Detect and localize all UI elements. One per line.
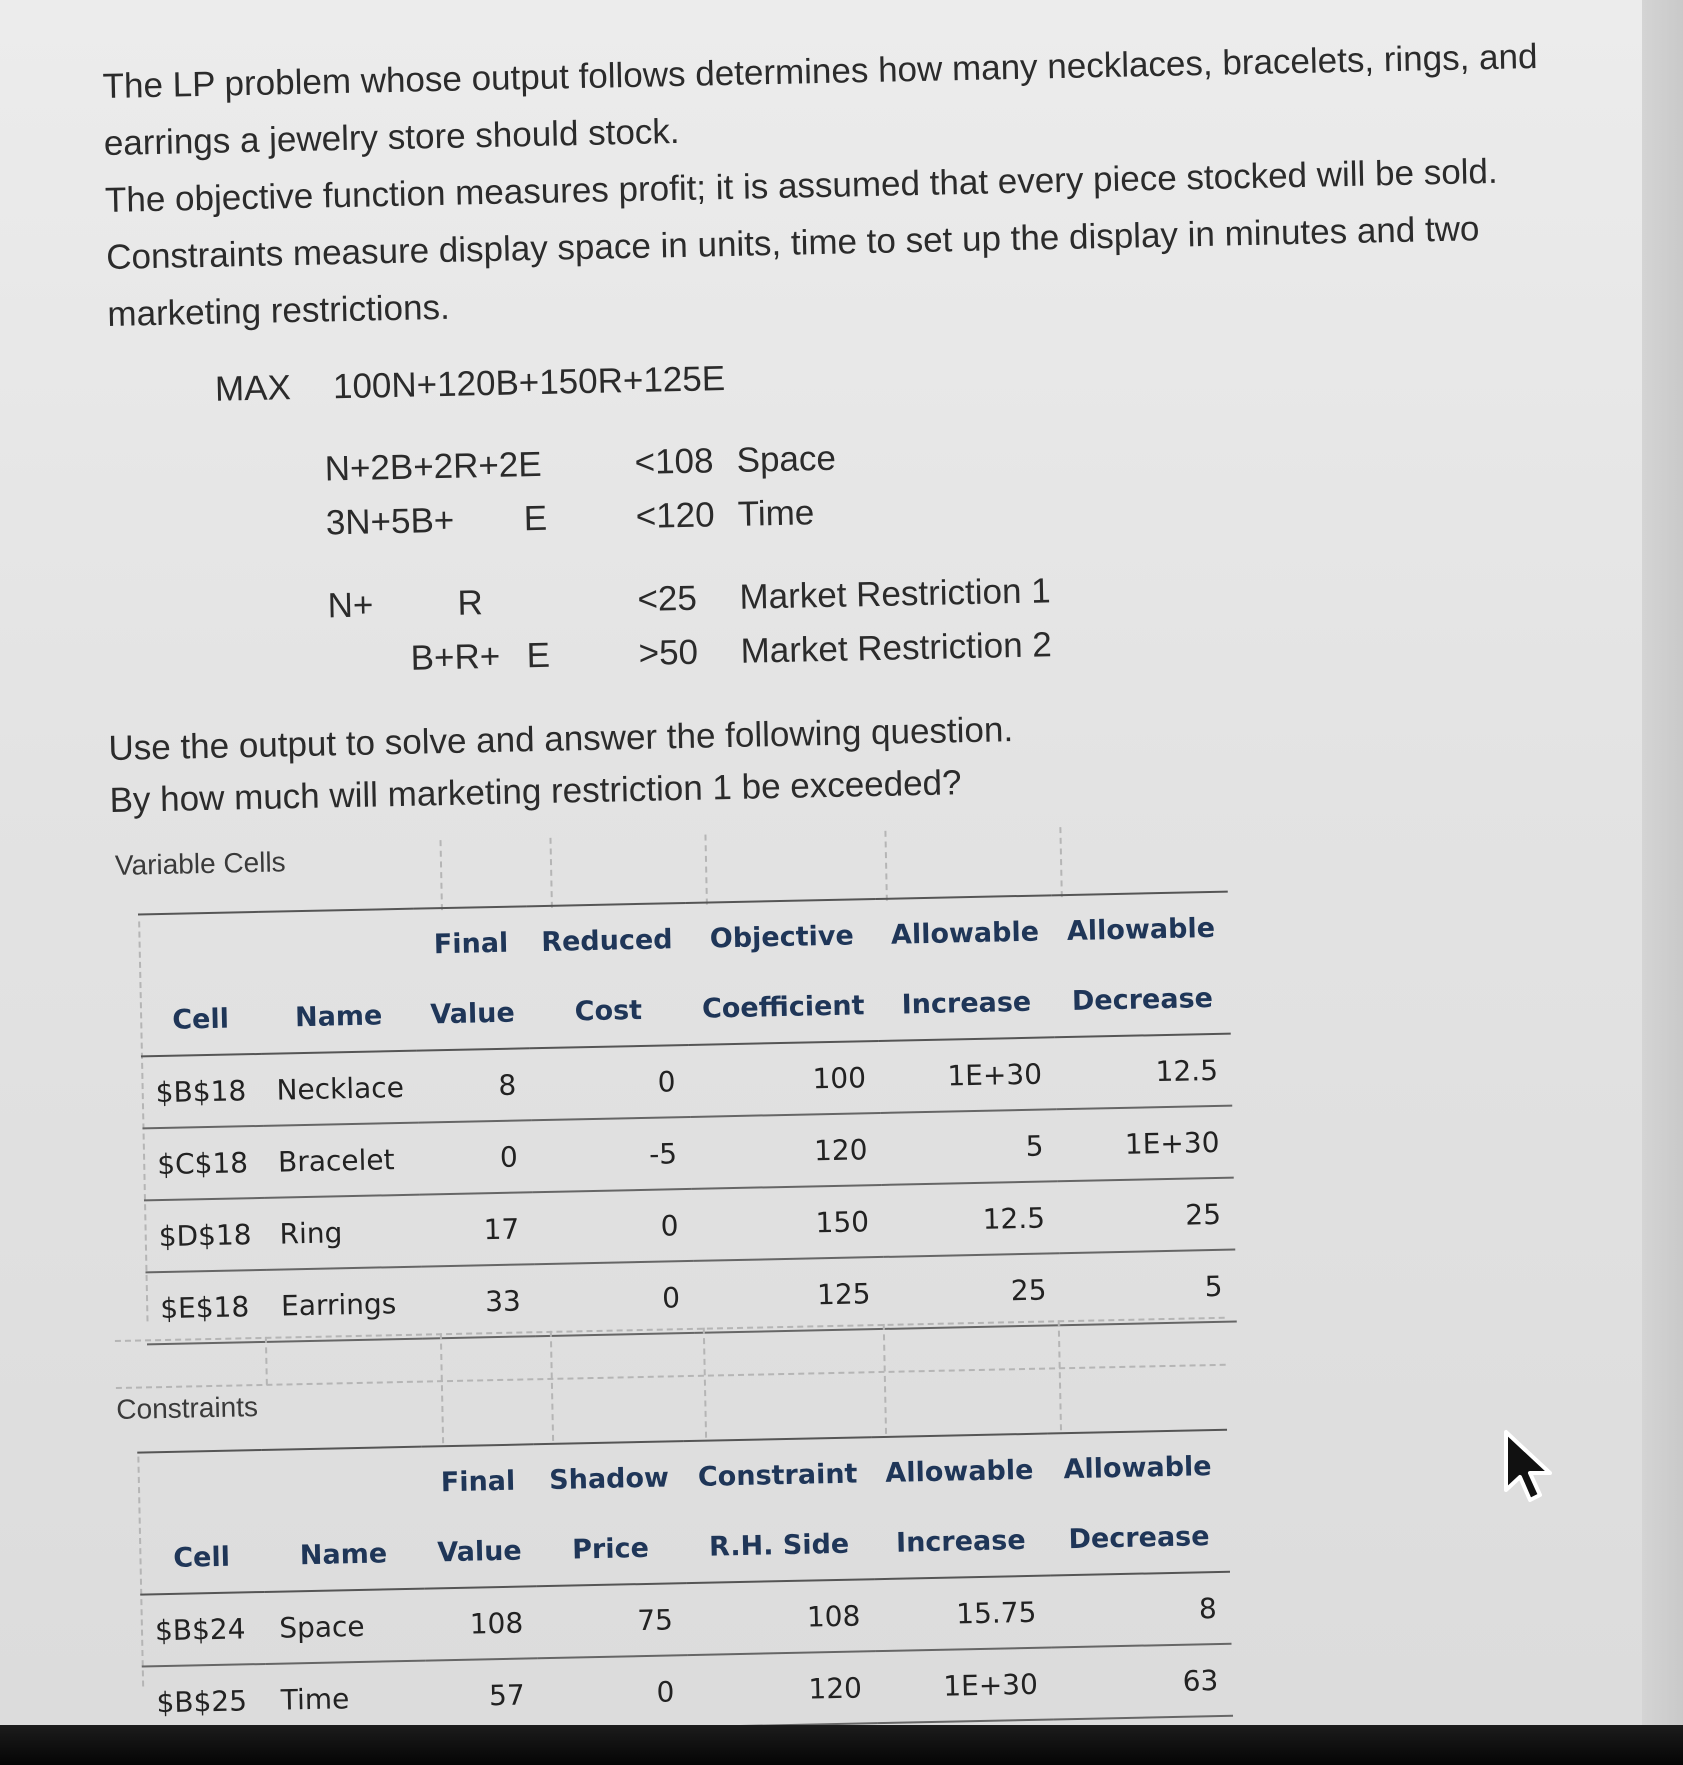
- intro-line-5: marketing restrictions.: [107, 287, 451, 334]
- constraint-time-lhs-a: 3N+5B+: [325, 500, 455, 543]
- header-allowable-dec: Allowable: [1047, 1430, 1229, 1505]
- final-value: 8: [417, 1048, 531, 1122]
- question-line-1: Use the output to solve and answer the following question.: [108, 710, 1014, 769]
- final-value: 33: [422, 1264, 536, 1338]
- constraint-rh-side: 120: [688, 1651, 877, 1727]
- max-label: MAX: [214, 368, 292, 409]
- constraint-time-label: Time: [737, 493, 815, 534]
- question-line-2: By how much will marketing restriction 1 be exceeded?: [109, 763, 962, 821]
- monitor-bezel: [0, 1725, 1683, 1765]
- final-value: 57: [426, 1658, 540, 1732]
- constraints-table: [137, 1429, 1233, 1740]
- variable-cells-table: [138, 891, 1237, 1346]
- shadow-price: 75: [536, 1583, 687, 1658]
- header-constraint: Constraint: [683, 1437, 872, 1512]
- grid-dash: [703, 1328, 707, 1438]
- allowable-decrease: 12.5: [1055, 1034, 1232, 1110]
- header-blank: [262, 1447, 423, 1521]
- variable-cells-title: Variable Cells: [114, 846, 286, 881]
- cell-name: Bracelet: [263, 1123, 420, 1198]
- objective-function: 100N+120B+150R+125E: [332, 359, 726, 407]
- grid-dash: [549, 838, 552, 908]
- final-value: 17: [420, 1192, 534, 1266]
- cell-name: Time: [266, 1661, 427, 1736]
- cell-ref: $B$24: [140, 1592, 266, 1667]
- grid-dash: [440, 840, 443, 910]
- constraint-mr2-rhs: >50: [638, 632, 699, 673]
- header-allowable-inc: Allowable: [871, 1434, 1048, 1509]
- allowable-decrease: 25: [1058, 1178, 1235, 1254]
- header-cost: Cost: [528, 974, 689, 1048]
- reduced-cost: 0: [529, 1045, 690, 1120]
- allowable-increase: 5: [881, 1109, 1058, 1185]
- constraint-mr2-lhs-b: E: [526, 635, 551, 676]
- grid-dash: [1059, 827, 1062, 897]
- constraint-space-lhs: N+2B+2R+2E: [324, 444, 543, 489]
- cell-name: Space: [264, 1589, 425, 1664]
- cell-ref: $E$18: [145, 1270, 267, 1345]
- cell-ref: $B$25: [142, 1664, 268, 1739]
- header-name: Name: [263, 1518, 424, 1592]
- allowable-increase: 12.5: [882, 1181, 1059, 1257]
- reduced-cost: 0: [533, 1189, 694, 1264]
- constraint-rh-side: 108: [686, 1579, 875, 1655]
- header-increase: Increase: [878, 966, 1055, 1041]
- constraint-mr1-lhs-a: N+: [327, 585, 374, 626]
- objective-coefficient: 120: [690, 1113, 882, 1189]
- intro-line-3: The objective function measures profit; it is assumed that every piece stocked will be sold.: [104, 151, 1499, 220]
- header-cell: Cell: [139, 983, 261, 1057]
- header-price: Price: [535, 1512, 686, 1586]
- header-objective: Objective: [686, 899, 878, 974]
- allowable-decrease: 5: [1060, 1250, 1237, 1326]
- allowable-increase: 1E+30: [875, 1648, 1052, 1724]
- constraint-mr2-label: Market Restriction 2: [740, 625, 1053, 671]
- final-value: 108: [424, 1586, 538, 1660]
- allowable-decrease: 63: [1051, 1644, 1233, 1720]
- cell-name: Ring: [265, 1195, 422, 1270]
- reduced-cost: 0: [534, 1261, 695, 1336]
- header-blank: [259, 909, 416, 983]
- cell-ref: $B$18: [141, 1054, 263, 1129]
- allowable-increase: 1E+30: [879, 1037, 1056, 1113]
- grid-dash: [884, 831, 887, 901]
- header-final: Final: [421, 1444, 535, 1517]
- grid-dash: [550, 1331, 554, 1441]
- header-reduced: Reduced: [527, 903, 688, 977]
- header-name: Name: [260, 980, 417, 1054]
- constraint-space-label: Space: [736, 438, 837, 480]
- allowable-increase: 15.75: [874, 1576, 1051, 1652]
- header-allowable-dec: Allowable: [1052, 892, 1229, 967]
- objective-coefficient: 125: [693, 1257, 885, 1333]
- grid-dash: [440, 1333, 444, 1443]
- header-value: Value: [416, 977, 530, 1050]
- header-value: Value: [423, 1515, 537, 1588]
- intro-line-4: Constraints measure display space in units, time to set up the display in minutes and two: [105, 209, 1480, 277]
- objective-coefficient: 100: [689, 1041, 881, 1117]
- intro-line-2: earrings a jewelry store should stock.: [103, 111, 680, 164]
- cell-ref: $C$18: [142, 1126, 264, 1201]
- cell-ref: $D$18: [144, 1198, 266, 1273]
- constraint-mr2-lhs-a: B+R+: [410, 636, 501, 678]
- final-value: 0: [419, 1120, 533, 1194]
- header-shadow: Shadow: [533, 1441, 684, 1515]
- constraints-title: Constraints: [116, 1391, 259, 1426]
- header-decrease: Decrease: [1054, 963, 1231, 1038]
- grid-dash: [265, 1337, 268, 1385]
- header-allowable-inc: Allowable: [876, 895, 1053, 970]
- header-cell: Cell: [139, 1521, 265, 1595]
- header-blank: [138, 912, 260, 986]
- cell-name: Earrings: [266, 1267, 423, 1342]
- header-coefficient: Coefficient: [687, 970, 879, 1045]
- header-increase: Increase: [872, 1505, 1049, 1580]
- grid-dash: [883, 1324, 887, 1434]
- allowable-increase: 25: [884, 1253, 1061, 1329]
- header-final: Final: [414, 906, 528, 979]
- allowable-decrease: 1E+30: [1057, 1106, 1234, 1182]
- grid-dash: [1058, 1320, 1062, 1430]
- header-rh-side: R.H. Side: [685, 1508, 874, 1583]
- cell-name: Necklace: [262, 1051, 419, 1126]
- constraint-mr1-lhs-b: R: [457, 583, 484, 623]
- reduced-cost: -5: [531, 1117, 692, 1192]
- shadow-price: 0: [538, 1655, 689, 1730]
- constraint-mr1-label: Market Restriction 1: [739, 571, 1052, 617]
- constraint-mr1-rhs: <25: [637, 578, 698, 619]
- grid-dash: [704, 835, 707, 905]
- intro-line-1: The LP problem whose output follows determines how many necklaces, bracelets, rings, and: [102, 36, 1538, 107]
- allowable-decrease: 8: [1050, 1572, 1232, 1648]
- mouse-pointer-icon: [1502, 1428, 1562, 1508]
- objective-coefficient: 150: [692, 1185, 884, 1261]
- constraint-time-rhs: <120: [635, 495, 716, 536]
- constraint-time-lhs-b: E: [523, 498, 548, 539]
- header-decrease: Decrease: [1048, 1501, 1230, 1576]
- constraint-space-rhs: <108: [634, 441, 714, 482]
- header-blank: [137, 1450, 263, 1524]
